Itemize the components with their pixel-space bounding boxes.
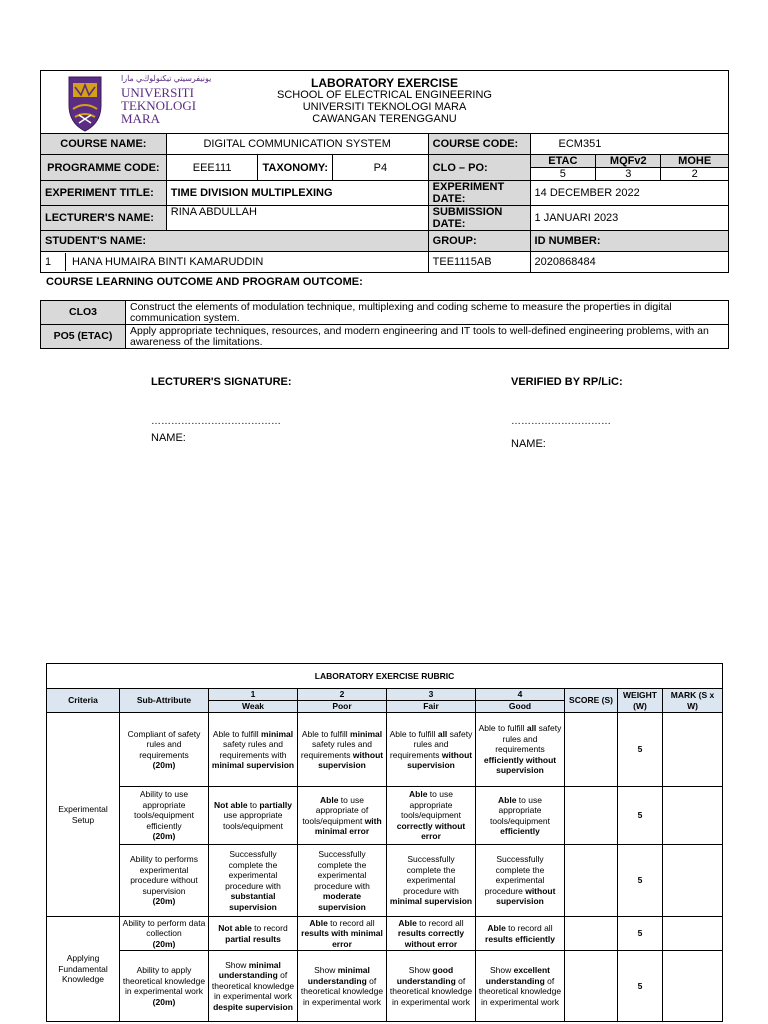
level-1-number: 1	[209, 689, 298, 701]
level-2-cell: Able to fulfill minimal safety rules and requirements without supervision	[298, 713, 387, 787]
school-name: SCHOOL OF ELECTRICAL ENGINEERING	[277, 89, 492, 101]
outcomes-table	[40, 300, 729, 349]
weight-cell: 5	[618, 917, 663, 951]
po-label: PO5 (ETAC)	[41, 325, 126, 349]
campus-name: CAWANGAN TERENGGANU	[312, 113, 457, 125]
logo-line3: MARA	[121, 111, 161, 126]
level-4-number: 4	[476, 689, 565, 701]
student-name: HANA HUMAIRA BINTI KAMARUDDIN	[72, 256, 264, 268]
level-4-cell: Able to use appropriate tools/equipment efficiently	[476, 787, 565, 845]
sub-attribute-cell: Ability to performs experimental procedure without supervision (20m)	[120, 845, 209, 917]
level-1-cell: Not able to partially use appropriate tools/equipment	[209, 787, 298, 845]
etac-value: 5	[559, 168, 566, 180]
mqf-label: MQFv2	[596, 155, 661, 168]
university-name: UNIVERSITI TEKNOLOGI MARA	[302, 101, 467, 113]
mark-header: MARK (S x W)	[663, 689, 723, 713]
table-row	[47, 713, 723, 787]
student-number: 1	[41, 253, 66, 271]
sub-attribute-cell: Compliant of safety rules and requirements (20m)	[120, 713, 209, 787]
mark-cell[interactable]	[663, 713, 723, 787]
programme-code-label: PROGRAMME CODE:	[41, 155, 167, 181]
title-cell	[41, 71, 729, 134]
level-4-label: Good	[476, 701, 565, 713]
student-label: STUDENT'S NAME:	[41, 231, 429, 252]
level-1-cell: Successfully complete the experimental procedure with substantial supervision	[209, 845, 298, 917]
po-text: Apply appropriate techniques, resources, and modern engineering and IT tools to well-defined engineering problems, with an awareness of the limitations.	[126, 325, 729, 349]
score-cell[interactable]	[565, 845, 618, 917]
sub-attribute-cell: Ability to use appropriate tools/equipment efficiently (20m)	[120, 787, 209, 845]
sub-attribute-cell: Ability to apply theoretical knowledge in experimental work (20m)	[120, 951, 209, 1022]
clo-label: CLO3	[41, 301, 126, 325]
rubric-table	[46, 663, 723, 1022]
score-cell[interactable]	[565, 951, 618, 1022]
level-3-cell: Show good understanding of theoretical knowledge in experimental work	[387, 951, 476, 1022]
mqf-value: 3	[596, 168, 661, 181]
level-2-cell: Able to use appropriate of tools/equipment with minimal error	[298, 787, 387, 845]
rubric-title: LABORATORY EXERCISE RUBRIC	[47, 664, 723, 689]
course-name-label: COURSE NAME:	[41, 134, 167, 155]
clo-po-values	[530, 155, 728, 181]
mark-cell[interactable]	[663, 951, 723, 1022]
logo-line2: TEKNOLOGI	[121, 98, 197, 113]
etac-label: ETAC	[531, 155, 596, 168]
level-3-number: 3	[387, 689, 476, 701]
level-1-cell: Not able to record partial results	[209, 917, 298, 951]
table-row	[47, 951, 723, 1022]
level-1-label: Weak	[209, 701, 298, 713]
header-titles	[41, 77, 728, 125]
weight-cell: 5	[618, 951, 663, 1022]
level-3-cell: Able to record all results correctly without error	[387, 917, 476, 951]
mohe-value: 2	[691, 168, 698, 180]
experiment-title-value: TIME DIVISION MULTIPLEXING	[166, 181, 428, 206]
level-2-label: Poor	[298, 701, 387, 713]
verified-heading: VERIFIED BY RP/LiC:	[511, 376, 623, 388]
group-value: TEE1115AB	[428, 252, 530, 273]
weight-header: WEIGHT (W)	[618, 689, 663, 713]
group-label: GROUP:	[428, 231, 530, 252]
taxonomy-value: P4	[333, 155, 429, 181]
level-4-cell: Able to record all results efficiently	[476, 917, 565, 951]
score-cell[interactable]	[565, 787, 618, 845]
table-row	[47, 917, 723, 951]
table-row	[47, 787, 723, 845]
outcomes-heading: COURSE LEARNING OUTCOME AND PROGRAM OUTCOME:	[46, 276, 363, 288]
mark-cell[interactable]	[663, 917, 723, 951]
id-label: ID NUMBER:	[530, 231, 728, 252]
criteria-applying-knowledge: Applying Fundamental Knowledge	[47, 917, 120, 1022]
level-3-cell: Able to use appropriate tools/equipment correctly without error	[387, 787, 476, 845]
submission-date-label: SUBMISSION DATE:	[428, 206, 530, 231]
weight-cell: 5	[618, 845, 663, 917]
experiment-date-label: EXPERIMENT DATE:	[428, 181, 530, 206]
id-number-value: 2020868484	[530, 252, 728, 273]
clo-po-label: CLO – PO:	[428, 155, 530, 181]
level-3-cell: Successfully complete the experimental procedure with minimal supervision	[387, 845, 476, 917]
criteria-experimental-setup: Experimental Setup	[47, 713, 120, 917]
verified-name-label: NAME:	[511, 438, 546, 450]
level-4-cell: Able to fulfill all safety rules and requirements efficiently without supervision	[476, 713, 565, 787]
level-2-cell: Show minimal understanding of theoretical knowledge in experimental work	[298, 951, 387, 1022]
programme-code-value: EEE111	[166, 155, 258, 181]
experiment-date-value: 14 DECEMBER 2022	[530, 181, 728, 206]
level-2-cell: Able to record all results with minimal error	[298, 917, 387, 951]
sub-attribute-header: Sub-Attribute	[120, 689, 209, 713]
header-table	[40, 70, 729, 273]
lecturer-label: LECTURER'S NAME:	[41, 206, 167, 231]
logo-jawi-text: ﻳﻮﻧﯿﻔﺮﺳﯿﺘﻲ ﺗﯿﻜﻨﻮﻟﻮڬﻲ مارا	[121, 74, 212, 83]
lecturer-name-label: NAME:	[151, 432, 186, 444]
course-code-label: COURSE CODE:	[428, 134, 530, 155]
score-cell[interactable]	[565, 713, 618, 787]
level-2-cell: Successfully complete the experimental procedure with moderate supervision	[298, 845, 387, 917]
score-cell[interactable]	[565, 917, 618, 951]
page-title: LABORATORY EXERCISE	[311, 76, 458, 90]
submission-date-value: 1 JANUARI 2023	[530, 206, 728, 231]
taxonomy-label: TAXONOMY:	[258, 155, 333, 181]
course-code-value: ECM351	[530, 134, 728, 155]
mohe-label: MOHE	[661, 155, 728, 168]
course-name-value: DIGITAL COMMUNICATION SYSTEM	[166, 134, 428, 155]
level-2-number: 2	[298, 689, 387, 701]
verified-signature-line: …………………………	[511, 416, 611, 427]
logo-line1: UNIVERSITI	[121, 85, 194, 100]
table-row	[47, 845, 723, 917]
weight-cell: 5	[618, 787, 663, 845]
level-3-cell: Able to fulfill all safety rules and requirements without supervision	[387, 713, 476, 787]
experiment-title-label: EXPERIMENT TITLE:	[41, 181, 167, 206]
clo-po-subtable	[531, 155, 728, 180]
criteria-header: Criteria	[47, 689, 120, 713]
mark-cell[interactable]	[663, 787, 723, 845]
level-4-cell: Show excellent understanding of theoretical knowledge in experimental work	[476, 951, 565, 1022]
level-3-label: Fair	[387, 701, 476, 713]
level-1-cell: Able to fulfill minimal safety rules and requirements with minimal supervision	[209, 713, 298, 787]
weight-cell: 5	[618, 713, 663, 787]
score-header: SCORE (S)	[565, 689, 618, 713]
lecturer-value: RINA ABDULLAH	[166, 206, 428, 231]
clo-text: Construct the elements of modulation technique, multiplexing and coding scheme to measure the properties in digital communication system.	[126, 301, 729, 325]
student-row	[41, 252, 429, 273]
level-4-cell: Successfully complete the experimental procedure without supervision	[476, 845, 565, 917]
lecturer-signature-heading: LECTURER'S SIGNATURE:	[151, 376, 292, 388]
mark-cell[interactable]	[663, 845, 723, 917]
lecturer-signature-line: …………………………………	[151, 416, 281, 427]
level-1-cell: Show minimal understanding of theoretical knowledge in experimental work despite supervision	[209, 951, 298, 1022]
sub-attribute-cell: Ability to perform data collection (20m)	[120, 917, 209, 951]
